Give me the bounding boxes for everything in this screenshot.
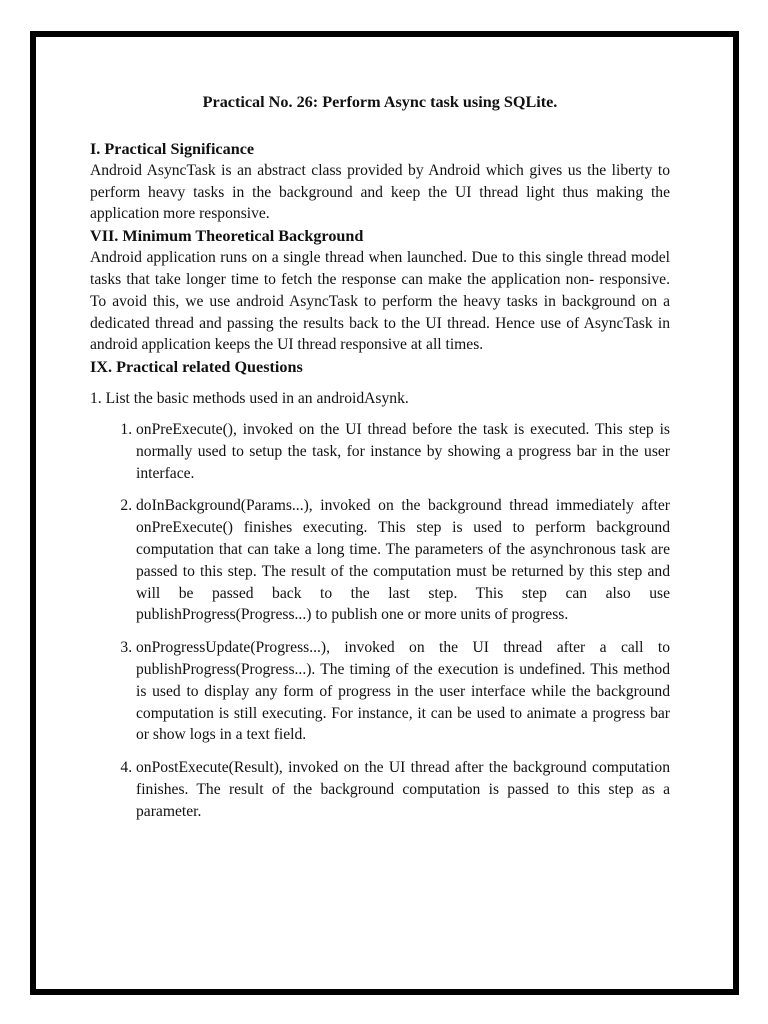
- question-text: 1. List the basic methods used in an androidAsynk.: [90, 390, 409, 408]
- answer-list: [90, 419, 670, 823]
- answer-item-onprogressupdate: 3. onProgressUpdate(Progress...), invoked on the UI thread after a call to publishProgress(Progress...). The timing of the execution is undefined. This method is used to display any form of progress in the user interface while the background computation is still executing. For instance, it can be used to animate a progress bar or show logs in a text field.: [136, 637, 670, 746]
- answer-item-doinbackground: 2. doInBackground(Params...), invoked on the background thread immediately after onPreExecute() finishes executing. This step is used to perform background computation that can take a long time. The parameters of the asynchronous task are passed to this step. The result of the computation must be returned by this step and will be passed back to the last step. This step can also use publishProgress(Progress...) to publish one or more units of progress.: [136, 495, 670, 626]
- section-heading-practical-significance: I. Practical Significance: [90, 139, 255, 158]
- answer-item-onpostexecute: 4. onPostExecute(Result), invoked on the UI thread after the background computation finishes. The result of the background computation is passed to this step as a parameter.: [136, 757, 670, 822]
- section-heading-related-questions: IX. Practical related Questions: [90, 358, 303, 377]
- section-text-theoretical-background: Android application runs on a single thread when launched. Due to this single thread model tasks that take longer time to fetch the response can make the application non- responsive. To avoid this, we use android AsyncTask to perform the heavy tasks in background on a dedicated thread and passing the results back to the UI thread. Hence use of AsyncTask in android application keeps the UI thread responsive at all times.: [90, 249, 670, 354]
- answer-item-onpreexecute: 1. onPreExecute(), invoked on the UI thread before the task is executed. This step is normally used to setup the task, for instance by showing a progress bar in the user interface.: [136, 419, 670, 484]
- section-text-practical-significance: Android AsyncTask is an abstract class provided by Android which gives us the liberty to perform heavy tasks in the background and keep the UI thread light thus making the application more responsive.: [90, 161, 670, 223]
- document-content: [90, 92, 670, 834]
- document-title: Practical No. 26: Perform Async task using SQLite.: [202, 93, 558, 111]
- section-heading-theoretical-background: VII. Minimum Theoretical Background: [90, 227, 364, 246]
